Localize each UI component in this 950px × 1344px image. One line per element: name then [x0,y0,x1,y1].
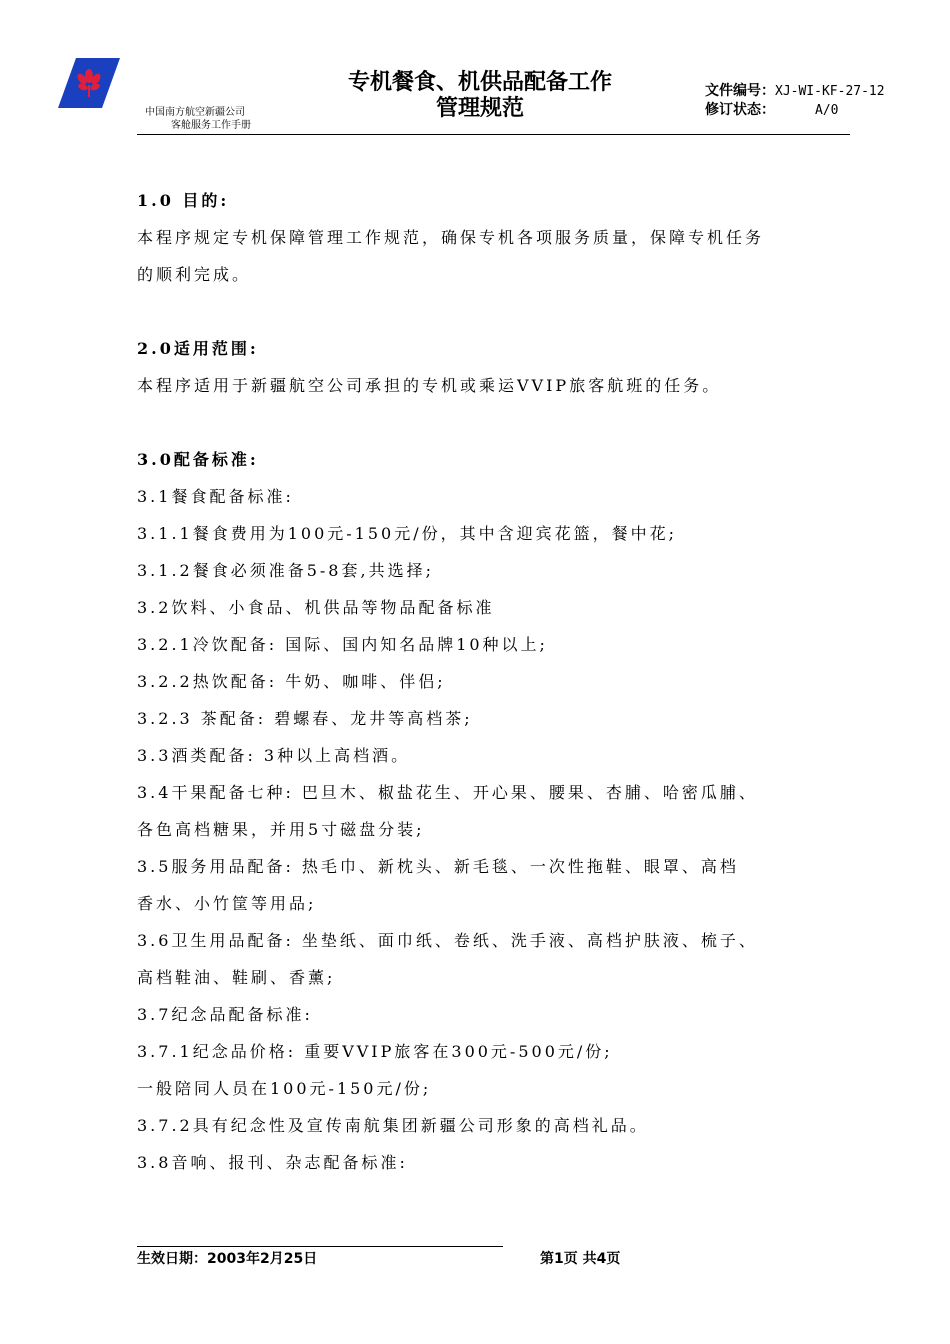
paragraph-line: 本程序适用于新疆航空公司承担的专机或乘运VVIP旅客航班的任务。 [137,376,722,395]
section-1-heading: 1.0 目的: [137,191,230,210]
company-line-2: 客舱服务工作手册 [171,120,251,131]
company-line-1: 中国南方航空新疆公司 [145,107,245,118]
page-number: 第1页 共4页 [540,1251,621,1267]
list-item: 3.1.1餐食费用为100元-150元/份，其中含迎宾花篮，餐中花; [137,524,677,543]
document-title [300,70,660,122]
list-item: 3.7.2具有纪念性及宣传南航集团新疆公司形象的高档礼品。 [137,1116,649,1135]
revision-row [705,101,885,120]
title-line-2: 管理规范 [435,96,524,121]
list-item: 3.1.2餐食必须准备5-8套,共选择; [137,561,434,580]
list-item: 3.6卫生用品配备: 坐垫纸、面巾纸、卷纸、洗手液、高档护肤液、梳子、 [137,931,758,950]
list-item: 香水、小竹筐等用品; [137,894,317,913]
list-item: 一般陪同人员在100元-150元/份; [137,1079,432,1098]
title-line-1: 专机餐食、机供品配备工作 [347,70,612,95]
list-item: 3.2.2热饮配备: 牛奶、咖啡、伴侣; [137,672,446,691]
doc-number-row [705,82,885,101]
list-item: 3.2.1冷饮配备: 国际、国内知名品牌10种以上; [137,635,548,654]
list-item: 3.4干果配备七种: 巴旦木、椒盐花生、开心果、腰果、杏脯、哈密瓜脯、 [137,783,758,802]
footer-divider [137,1246,503,1247]
list-item: 3.3酒类配备: 3种以上高档酒。 [137,746,411,765]
kapok-flower-logo-icon [58,58,120,108]
doc-number-value: XJ-WI-KF-27-12 [775,84,885,99]
section-3-heading: 3.0配备标准: [137,450,259,469]
list-item: 各色高档糖果，并用5寸磁盘分装; [137,820,425,839]
effective-date: 生效日期：2003年2月25日 [137,1251,318,1267]
paragraph-line: 本程序规定专机保障管理工作规范，确保专机各项服务质量，保障专机任务 [137,228,765,247]
section-2-heading: 2.0适用范围: [137,339,259,358]
paragraph-line: 的顺利完成。 [137,265,252,284]
doc-number-label: 文件编号： [705,83,775,99]
list-item: 3.7.1纪念品价格: 重要VVIP旅客在300元-500元/份; [137,1042,613,1061]
document-body [137,186,877,1185]
list-item: 3.2.3 茶配备: 碧螺春、龙井等高档茶; [137,709,473,728]
revision-label: 修订状态： [705,102,775,118]
list-item: 3.5服务用品配备: 热毛巾、新枕头、新毛毯、一次性拖鞋、眼罩、高档 [137,857,739,876]
list-item: 3.2饮料、小食品、机供品等物品配备标准 [137,598,495,617]
document-meta [705,82,885,120]
list-item: 3.8音响、报刊、杂志配备标准: [137,1153,408,1172]
list-item: 高档鞋油、鞋刷、香薰; [137,968,336,987]
list-item: 3.1餐食配备标准: [137,487,294,506]
revision-value: A/0 [815,103,839,118]
list-item: 3.7纪念品配备标准: [137,1005,313,1024]
company-name [145,106,251,132]
header-divider [137,134,850,135]
